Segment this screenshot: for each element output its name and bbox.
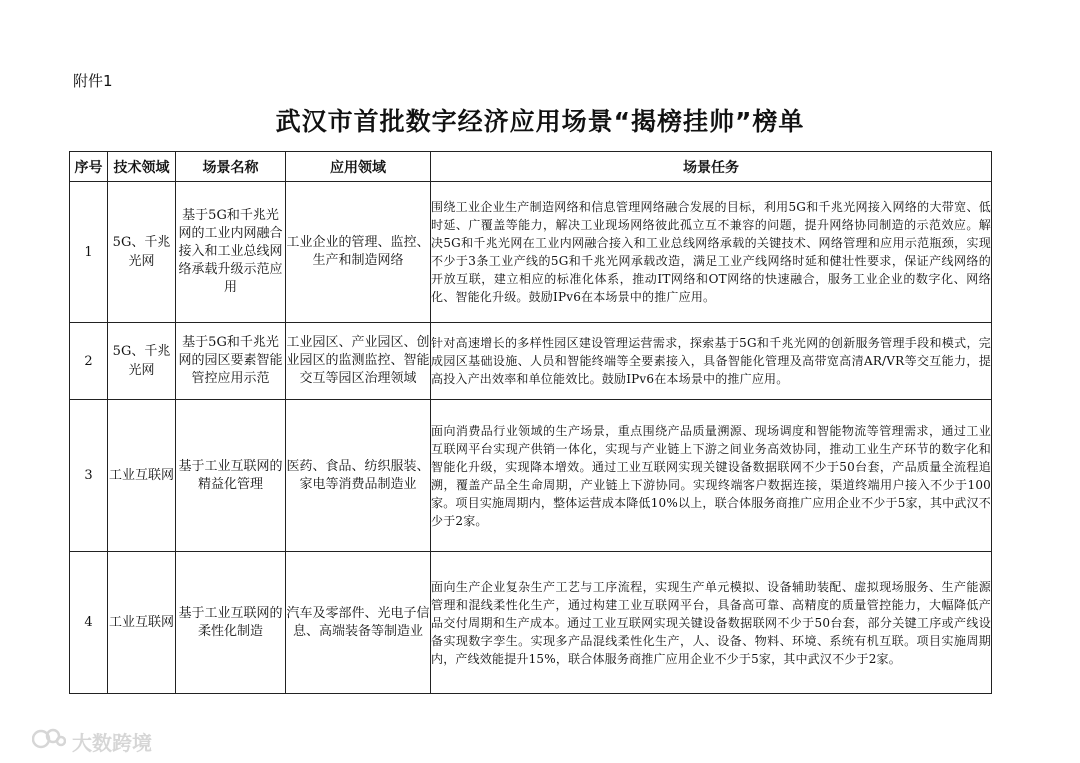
row-no: 1: [70, 182, 108, 323]
row-no: 2: [70, 323, 108, 400]
row-task: 针对高速增长的多样性园区建设管理运营需求，探索基于5G和千兆光网的创新服务管理手段和模式，完成园区基础设施、人员和智能终端等全要素接入，具备智能化管理及高带宽高清AR/VR等交互能力，提高投入产出效率和单位能效比。鼓励IPv6在本场景中的推广应用。: [431, 323, 992, 400]
table-header-row: [70, 152, 992, 182]
row-tech: 工业互联网: [108, 400, 176, 552]
header-tech: 技术领域: [108, 152, 176, 182]
row-tech: 5G、千兆光网: [108, 323, 176, 400]
row-task: 面向消费品行业领域的生产场景，重点围绕产品质量溯源、现场调度和智能物流等管理需求，通过工业互联网平台实现产供销一体化，实现与产业链上下游之间业务高效协同，推动工业生产环节的数字化和智能化升级，实现降本增效。通过工业互联网实现关键设备数据联网不少于50台套，产品质量全流程追溯，覆盖产品全生命周期，产业链上下游协同。实现终端客户数据连接，渠道终端用户接入不少于100家。项目实施周期内，整体运营成本降低10%以上，联合体服务商推广应用企业不少于5家，其中武汉不少于2家。: [431, 400, 992, 552]
row-no: 4: [70, 552, 108, 694]
row-field: 工业园区、产业园区、创业园区的监测监控、智能交互等园区治理领域: [286, 323, 431, 400]
row-no: 3: [70, 400, 108, 552]
header-task: 场景任务: [431, 152, 992, 182]
header-no: 序号: [70, 152, 108, 182]
table-row: [70, 182, 992, 323]
table-row: [70, 323, 992, 400]
row-name: 基于工业互联网的柔性化制造: [176, 552, 286, 694]
logo-icon: [32, 726, 66, 757]
scenario-table: [69, 151, 992, 694]
row-name: 基于5G和千兆光网的园区要素智能管控应用示范: [176, 323, 286, 400]
table-row: [70, 552, 992, 694]
row-field: 工业企业的管理、监控、生产和制造网络: [286, 182, 431, 323]
row-task: 围绕工业企业生产制造网络和信息管理网络融合发展的目标，利用5G和千兆光网接入网络的大带宽、低时延、广覆盖等能力，解决工业现场网络彼此孤立互不兼容的问题，提升网络协同制造的示范效应。解决5G和千兆光网在工业内网融合接入和工业总线网络承载的关键技术、网络管理和应用示范瓶颈，实现不少于3条工业产线的5G和千兆光网承载改造，满足工业产线网络时延和健壮性要求，保证产线网络的开放互联，建立相应的标准化体系，推动IT网络和OT网络的快速融合，服务工业企业的数字化、网络化、智能化升级。鼓励IPv6在本场景中的推广应用。: [431, 182, 992, 323]
row-task: 面向生产企业复杂生产工艺与工序流程，实现生产单元模拟、设备辅助装配、虚拟现场服务、生产能源管理和混线柔性化生产，通过构建工业互联网平台，具备高可靠、高精度的质量管控能力，大幅降低产品交付周期和生产成本。通过工业互联网实现关键设备数据联网不少于50台套，部分关键工序或产线设备实现数字孪生。实现多产品混线柔性化生产，人、设备、物料、环境、系统有机互联。项目实施周期内，产线效能提升15%，联合体服务商推广应用企业不少于5家，其中武汉不少于2家。: [431, 552, 992, 694]
header-name: 场景名称: [176, 152, 286, 182]
row-field: 医药、食品、纺织服装、家电等消费品制造业: [286, 400, 431, 552]
table-row: [70, 400, 992, 552]
row-field: 汽车及零部件、光电子信息、高端装备等制造业: [286, 552, 431, 694]
row-tech: 5G、千兆光网: [108, 182, 176, 323]
row-name: 基于工业互联网的精益化管理: [176, 400, 286, 552]
row-tech: 工业互联网: [108, 552, 176, 694]
attachment-label: 附件1: [73, 72, 113, 90]
page-title: 武汉市首批数字经济应用场景“揭榜挂帅”榜单: [275, 107, 805, 136]
watermark-text: 大数跨境: [72, 731, 152, 755]
watermark: [32, 726, 152, 757]
header-field: 应用领域: [286, 152, 431, 182]
row-name: 基于5G和千兆光网的工业内网融合接入和工业总线网络承载升级示范应用: [176, 182, 286, 323]
